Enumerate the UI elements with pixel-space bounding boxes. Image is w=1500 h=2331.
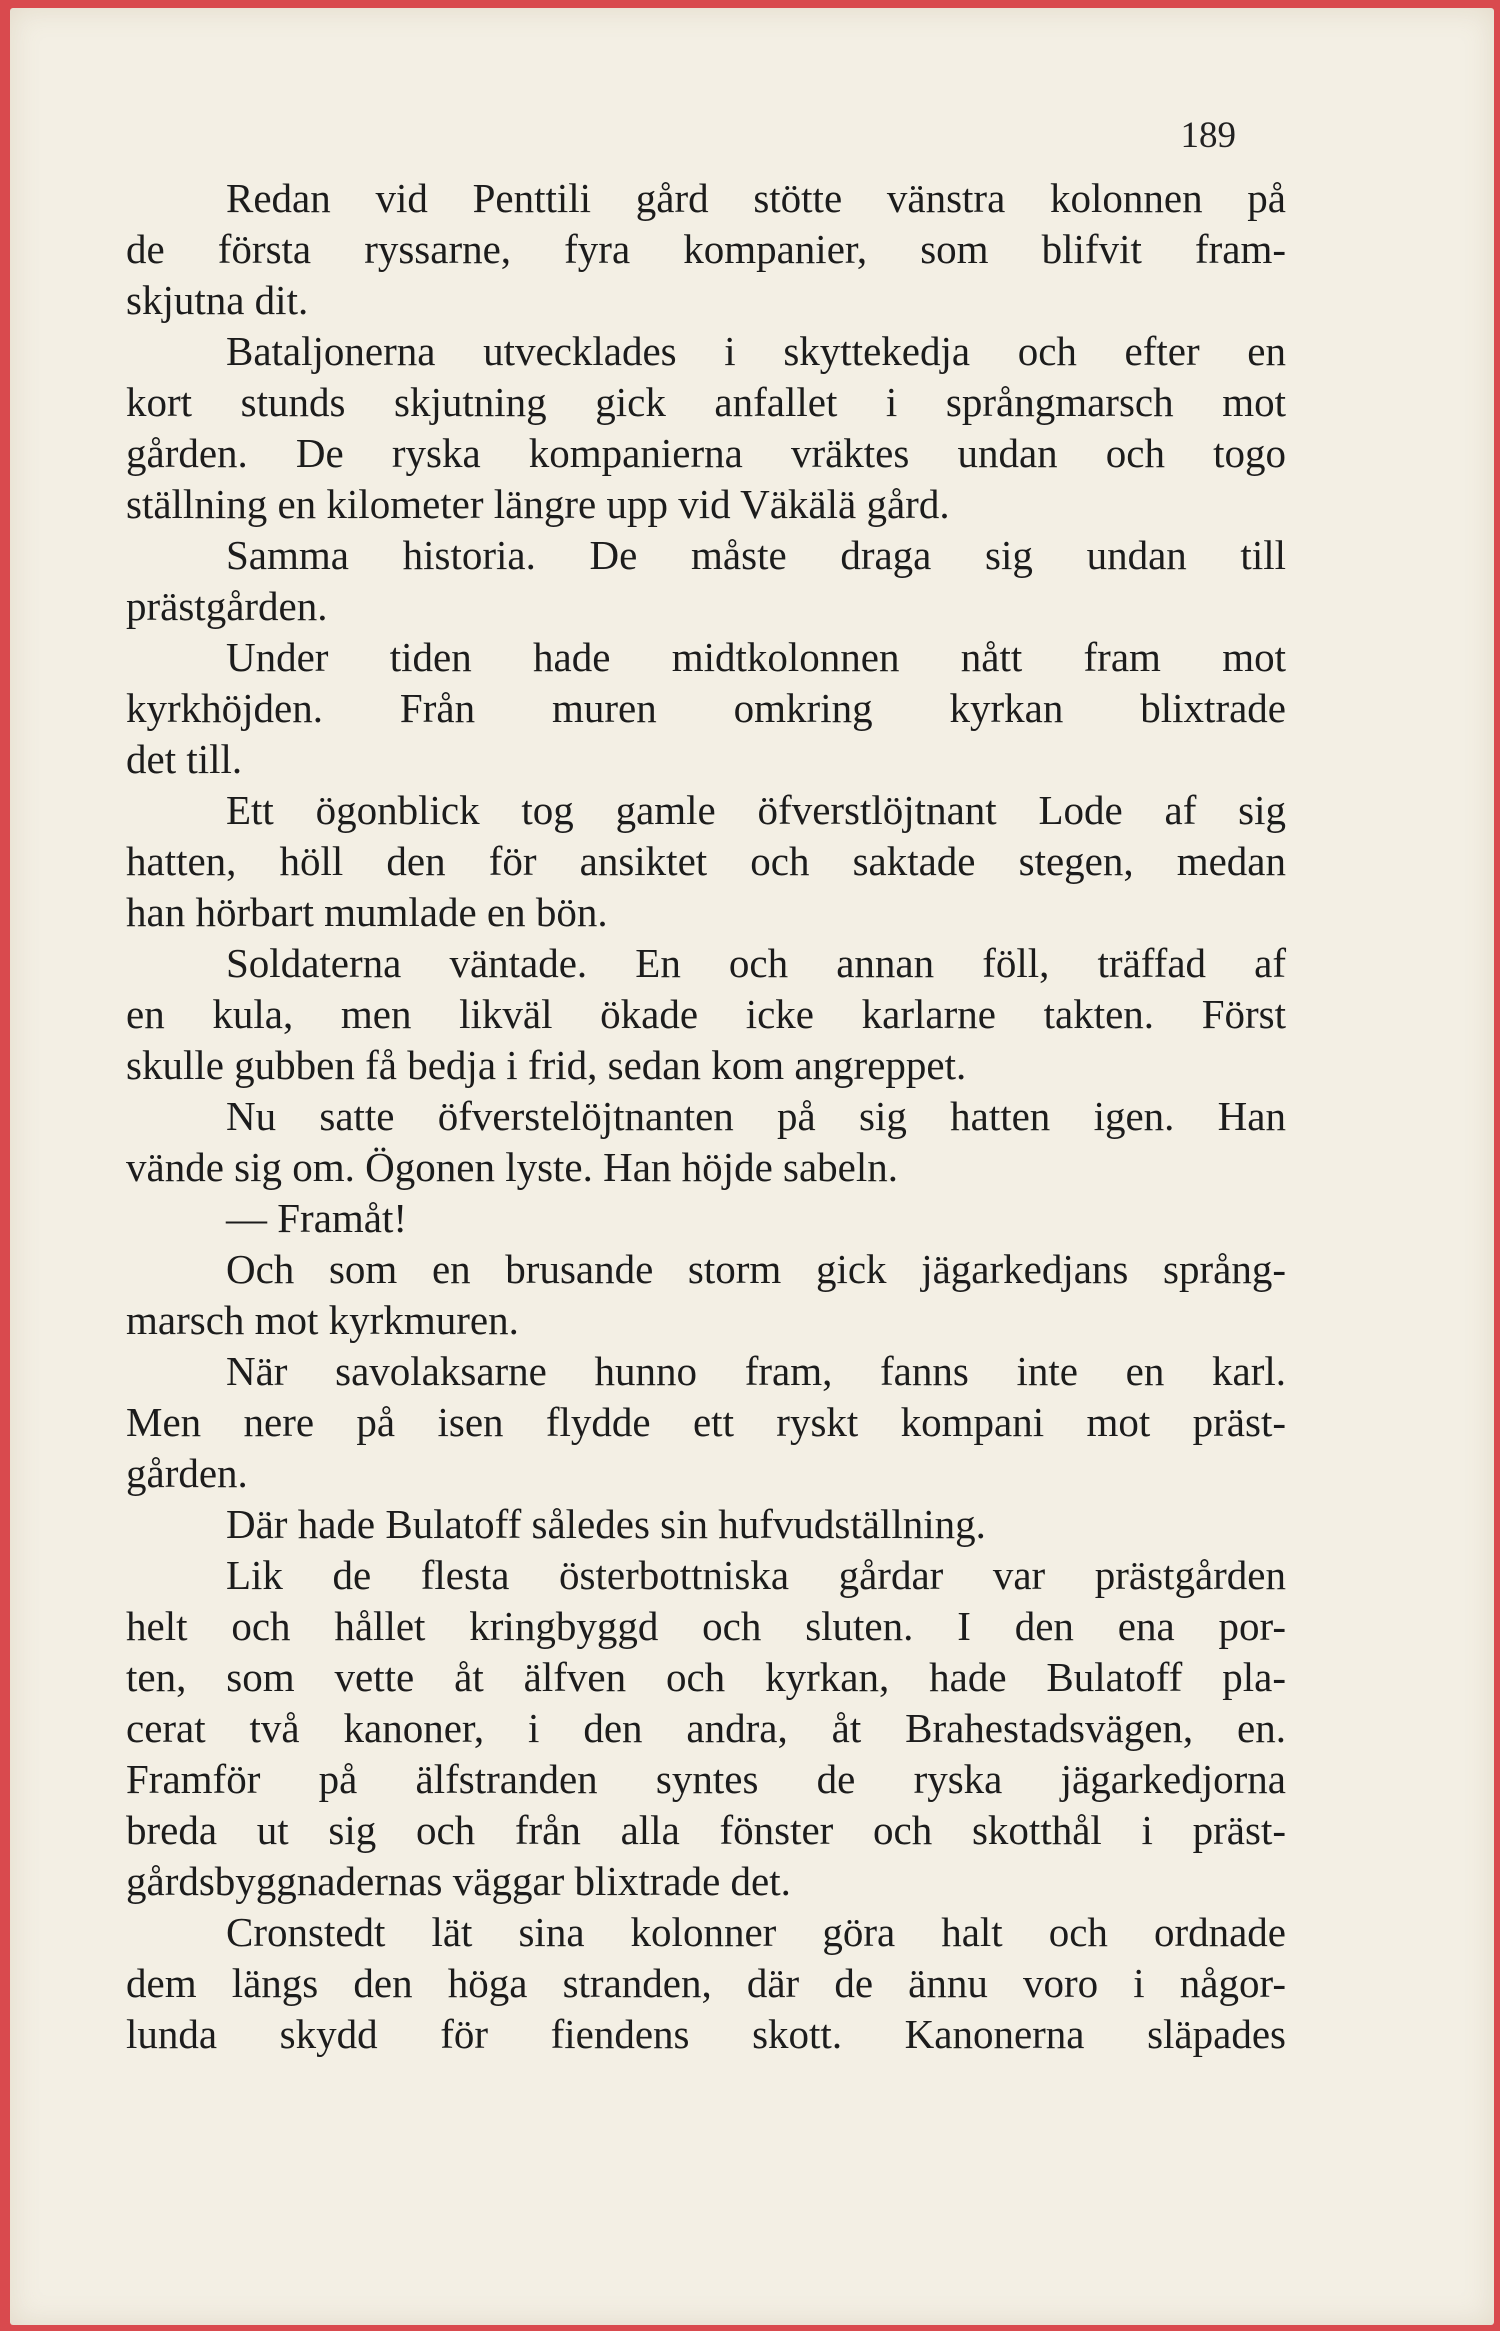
text-line: Under tiden hade midtkolonnen nått fram mot [226,634,1286,680]
text-line: de första ryssarne, fyra kompanier, som blifvit fram- [126,226,1286,272]
text-line: kort stunds skjutning gick anfallet i språngmarsch mot [126,379,1286,425]
text-line: dem längs den höga stranden, där de ännu voro i någor- [126,1960,1286,2006]
paragraph [126,1193,1286,1244]
text-line: han hörbart mumlade en bön. [126,889,608,935]
text-line: — Framåt! [226,1195,408,1241]
text-line: När savolaksarne hunno fram, fanns inte en karl. [226,1348,1286,1394]
text-line: Framför på älfstranden syntes de ryska jägarkedjorna [126,1756,1286,1802]
text-line: hatten, höll den för ansiktet och saktade stegen, medan [126,838,1286,884]
text-line: Ett ögonblick tog gamle öfverstlöjtnant Lode af sig [226,787,1286,833]
text-line: prästgården. [126,583,328,629]
text-line: cerat två kanoner, i den andra, åt Brahestadsvägen, en. [126,1705,1286,1751]
paragraph [126,1244,1286,1346]
paragraph [126,1907,1286,2060]
text-line: lunda skydd för fiendens skott. Kanonerna släpades [126,2011,1286,2057]
body-text [126,173,1286,2060]
paragraph [126,1499,1286,1550]
text-line: Där hade Bulatoff således sin hufvudställning. [226,1501,986,1547]
text-line: skjutna dit. [126,277,309,323]
page-number: 189 [1180,115,1236,156]
paragraph [126,938,1286,1091]
text-line: gården. [126,1450,248,1496]
paragraph [126,173,1286,326]
paragraph [126,632,1286,785]
paragraph [126,785,1286,938]
text-line: breda ut sig och från alla fönster och skotthål i präst- [126,1807,1286,1853]
text-line: Nu satte öfverstelöjtnanten på sig hatten igen. Han [226,1093,1286,1139]
text-line: gården. De ryska kompanierna vräktes undan och togo [126,430,1286,476]
text-line: det till. [126,736,243,782]
text-line: en kula, men likväl ökade icke karlarne takten. Först [126,991,1286,1037]
paragraph [126,1091,1286,1193]
text-line: Cronstedt lät sina kolonner göra halt och ordnade [226,1909,1286,1955]
paragraph [126,1346,1286,1499]
text-line: ten, som vette åt älfven och kyrkan, hade Bulatoff pla- [126,1654,1286,1700]
paragraph [126,530,1286,632]
text-line: Bataljonerna utvecklades i skyttekedja och efter en [226,328,1286,374]
text-line: Soldaterna väntade. En och annan föll, träffad af [226,940,1286,986]
text-line: helt och hållet kringbyggd och sluten. I den ena por- [126,1603,1286,1649]
text-line: gårdsbyggnadernas väggar blixtrade det. [126,1858,791,1904]
book-page [10,8,1494,2325]
text-line: Lik de flesta österbottniska gårdar var prästgården [226,1552,1286,1598]
text-line: marsch mot kyrkmuren. [126,1297,519,1343]
text-line: ställning en kilometer längre upp vid Väkälä gård. [126,481,950,527]
text-line: skulle gubben få bedja i frid, sedan kom angreppet. [126,1042,967,1088]
text-line: Och som en brusande storm gick jägarkedjans språng- [226,1246,1286,1292]
paragraph [126,326,1286,530]
text-line: vände sig om. Ögonen lyste. Han höjde sabeln. [126,1144,899,1190]
text-line: kyrkhöjden. Från muren omkring kyrkan blixtrade [126,685,1286,731]
paragraph [126,1550,1286,1907]
text-line: Redan vid Penttili gård stötte vänstra kolonnen på [226,175,1286,221]
text-line: Samma historia. De måste draga sig undan till [226,532,1286,578]
text-line: Men nere på isen flydde ett ryskt kompani mot präst- [126,1399,1286,1445]
